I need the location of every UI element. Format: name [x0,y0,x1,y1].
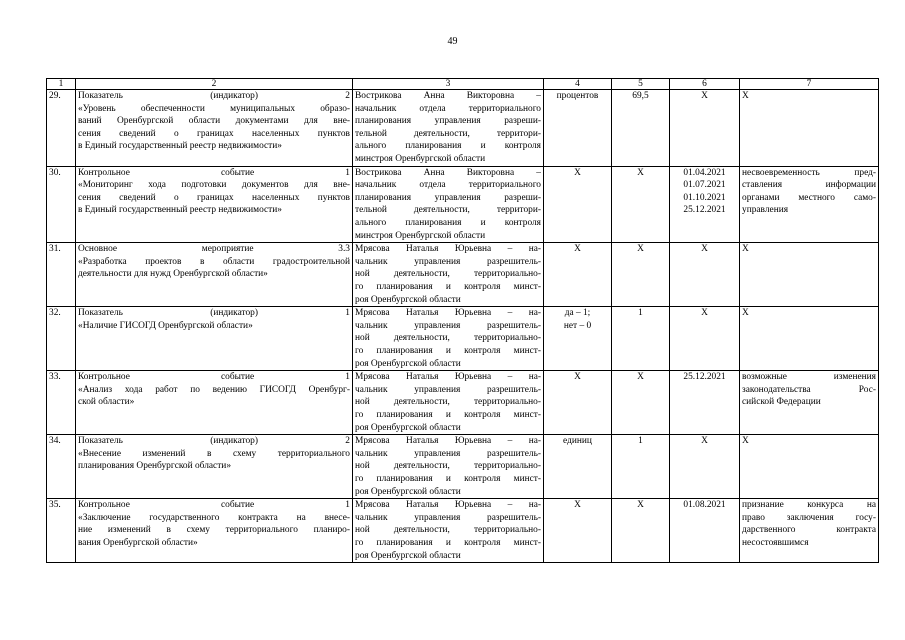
cell-line: Вострикова Анна Викторовна – [355,167,541,178]
cell-line: го планирования и контроля минст- [355,345,541,356]
cell-line: чальник управления разрешитель- [355,320,541,331]
activity-name-cell [76,166,353,243]
cell-line: Показатель (индикатор) 1 [78,308,350,319]
cell-line: Х [574,500,581,511]
table-row [47,307,879,371]
cell-line: начальник отдела территориального [355,103,541,114]
cell-line: 01.08.2021 [683,500,726,511]
cell-line: го планирования и контроля минст- [355,473,541,484]
risks-cell [740,166,879,243]
cell-line: чальник управления разрешитель- [355,256,541,267]
cell-line: ального планирования и контроля [355,141,541,152]
cell-line: органами местного само- [742,192,876,203]
row-number-cell: 29. [47,90,76,167]
cell-line: сийской Федерации [742,397,821,408]
cell-line: роя Оренбургской области [355,422,461,433]
risks-cell [740,307,879,371]
responsible-person-cell [353,166,544,243]
cell-line: «Разработка проектов в области градостроительной [78,256,350,267]
cell-line: возможные изменения [742,372,876,383]
dates-cell [670,243,740,307]
cell-line: право заключения госу- [742,512,876,523]
unit-cell [544,499,612,563]
value-cell [612,90,670,167]
unit-cell [544,243,612,307]
cell-line: ской области» [78,397,135,408]
cell-line: 01.04.2021 [683,167,726,178]
cell-line: ной деятельности, территориально- [355,397,541,408]
cell-line: дарственного контракта [742,525,876,536]
cell-line: ставления информации [742,180,876,191]
cell-line: Х [637,244,644,255]
cell-line: «Анализ хода работ по ведению ГИСОГД Оренбург- [78,384,350,395]
table-row [47,166,879,243]
dates-cell [670,166,740,243]
cell-line: законодательства Рос- [742,384,876,395]
row-number-cell: 34. [47,435,76,499]
cell-line: признание конкурса на [742,500,876,511]
cell-line: Мрясова Наталья Юрьевна – на- [355,308,541,319]
cell-line: деятельности для нужд Оренбургской области» [78,269,268,280]
value-cell [612,371,670,435]
cell-line: в Единый государственный реестр недвижимости» [78,205,282,216]
cell-line: Вострикова Анна Викторовна – [355,91,541,101]
responsible-person-cell [353,371,544,435]
cell-line: вания Оренбургской области» [78,537,198,548]
dates-cell [670,371,740,435]
cell-line: Мрясова Наталья Юрьевна – на- [355,500,541,511]
cell-line: тельной деятельности, территори- [355,128,541,139]
cell-line: сения сведений о границах населенных пунктов [78,128,350,139]
dates-cell [670,307,740,371]
cell-line: «Внесение изменений в схему территориального [78,448,350,459]
value-cell [612,435,670,499]
cell-line: Мрясова Наталья Юрьевна – на- [355,372,541,383]
cell-line: планирования Оренбургской области» [78,461,232,472]
cell-line: 01.07.2021 [683,180,726,191]
cell-line: го планирования и контроля минст- [355,281,541,292]
cell-line: «Заключение государственного контракта на внесе- [78,512,350,523]
table-row [47,90,879,167]
responsible-person-cell [353,307,544,371]
cell-line: сения сведений о границах населенных пунктов [78,192,350,203]
dates-cell [670,435,740,499]
cell-line: Мрясова Наталья Юрьевна – на- [355,244,541,255]
cell-line: ваний Оренбургской области документами для вне- [78,116,350,127]
dates-cell [670,90,740,167]
cell-line: «Уровень обеспеченности муниципальных образо- [78,103,350,114]
cell-line: Х [574,167,581,178]
cell-line: го планирования и контроля минст- [355,537,541,548]
table-row [47,371,879,435]
cell-line: Мрясова Наталья Юрьевна – на- [355,436,541,447]
cell-line: минстроя Оренбургской области [355,153,486,164]
value-cell [612,499,670,563]
cell-line: Контрольное событие 1 [78,500,350,511]
cell-line: 25.12.2021 [683,372,726,383]
unit-cell [544,371,612,435]
cell-line: роя Оренбургской области [355,550,461,561]
row-number-cell: 33. [47,371,76,435]
cell-line: Х [701,308,708,319]
activity-name-cell [76,243,353,307]
cell-line: роя Оренбургской области [355,294,461,305]
row-number-cell: 32. [47,307,76,371]
cell-line: Х [637,372,644,383]
header-col-1: 1 [47,79,76,90]
cell-line: начальник отдела территориального [355,180,541,191]
cell-line: «Мониторинг хода подготовки документов для вне- [78,180,350,191]
cell-line: в Единый государственный реестр недвижимости» [78,141,282,152]
cell-line: 1 [638,308,643,319]
cell-line: Х [742,244,749,255]
header-col-3: 3 [353,79,544,90]
risks-cell [740,499,879,563]
cell-line: нет – 0 [563,320,592,331]
responsible-person-cell [353,435,544,499]
cell-line: ной деятельности, территориально- [355,269,541,280]
cell-line: ние изменений в схему территориального планиро- [78,525,350,536]
cell-line: «Наличие ГИСОГД Оренбургской области» [78,320,253,331]
page-number: 49 [447,36,458,47]
header-row [47,79,879,90]
unit-cell [544,90,612,167]
cell-line: го планирования и контроля минст- [355,409,541,420]
cell-line: Х [742,436,749,447]
cell-line: 25.12.2021 [683,205,726,216]
cell-line: Контрольное событие 1 [78,372,350,383]
table-row [47,243,879,307]
value-cell [612,307,670,371]
cell-line: ной деятельности, территориально- [355,525,541,536]
row-number-cell: 30. [47,166,76,243]
unit-cell [544,307,612,371]
cell-line: Х [637,167,644,178]
risks-cell [740,435,879,499]
unit-cell [544,435,612,499]
cell-line: Х [637,500,644,511]
cell-line: чальник управления разрешитель- [355,512,541,523]
header-col-2: 2 [76,79,353,90]
header-col-5: 5 [612,79,670,90]
row-number-cell: 35. [47,499,76,563]
cell-line: да – 1; [564,308,591,319]
table-body [47,90,879,563]
cell-line: чальник управления разрешитель- [355,448,541,459]
cell-line: Х [701,244,708,255]
activity-name-cell [76,307,353,371]
cell-line: Контрольное событие 1 [78,167,350,178]
cell-line: Х [701,436,708,447]
cell-line: роя Оренбургской области [355,486,461,497]
risks-cell [740,243,879,307]
value-cell [612,243,670,307]
responsible-person-cell [353,243,544,307]
table-header [47,79,879,90]
cell-line: ной деятельности, территориально- [355,461,541,472]
dates-cell [670,499,740,563]
cell-line: Показатель (индикатор) 2 [78,436,350,447]
cell-line: Показатель (индикатор) 2 [78,91,350,101]
activity-name-cell [76,435,353,499]
cell-line: Х [574,244,581,255]
cell-line: несостоявшимся [742,537,809,548]
risks-cell [740,90,879,167]
cell-line: Основное мероприятие 3.3 [78,244,350,255]
cell-line: 1 [638,436,643,447]
activity-name-cell [76,371,353,435]
cell-line: процентов [556,91,599,101]
cell-line: роя Оренбургской области [355,358,461,369]
cell-line: чальник управления разрешитель- [355,384,541,395]
cell-line: ального планирования и контроля [355,217,541,228]
header-col-7: 7 [740,79,879,90]
risks-cell [740,371,879,435]
cell-line: управления [742,205,789,216]
responsible-person-cell [353,499,544,563]
unit-cell [544,166,612,243]
cell-line: Х [701,91,708,101]
header-col-6: 6 [670,79,740,90]
cell-line: планирования управления разреши- [355,116,541,127]
cell-line: Х [742,91,749,101]
header-col-4: 4 [544,79,612,90]
table-row [47,435,879,499]
table-row [47,499,879,563]
cell-line: Х [742,308,749,319]
cell-line: несвоевременность пред- [742,167,876,178]
activity-name-cell [76,90,353,167]
cell-line: единиц [563,436,592,447]
document-table [46,78,879,563]
cell-line: 01.10.2021 [683,192,726,203]
cell-line: планирования управления разреши- [355,192,541,203]
activity-name-cell [76,499,353,563]
cell-line: минстроя Оренбургской области [355,230,486,241]
cell-line: ной деятельности, территориально- [355,333,541,344]
responsible-person-cell [353,90,544,167]
row-number-cell: 31. [47,243,76,307]
value-cell [612,166,670,243]
cell-line: 69,5 [632,91,649,101]
cell-line: тельной деятельности, территори- [355,205,541,216]
cell-line: Х [574,372,581,383]
